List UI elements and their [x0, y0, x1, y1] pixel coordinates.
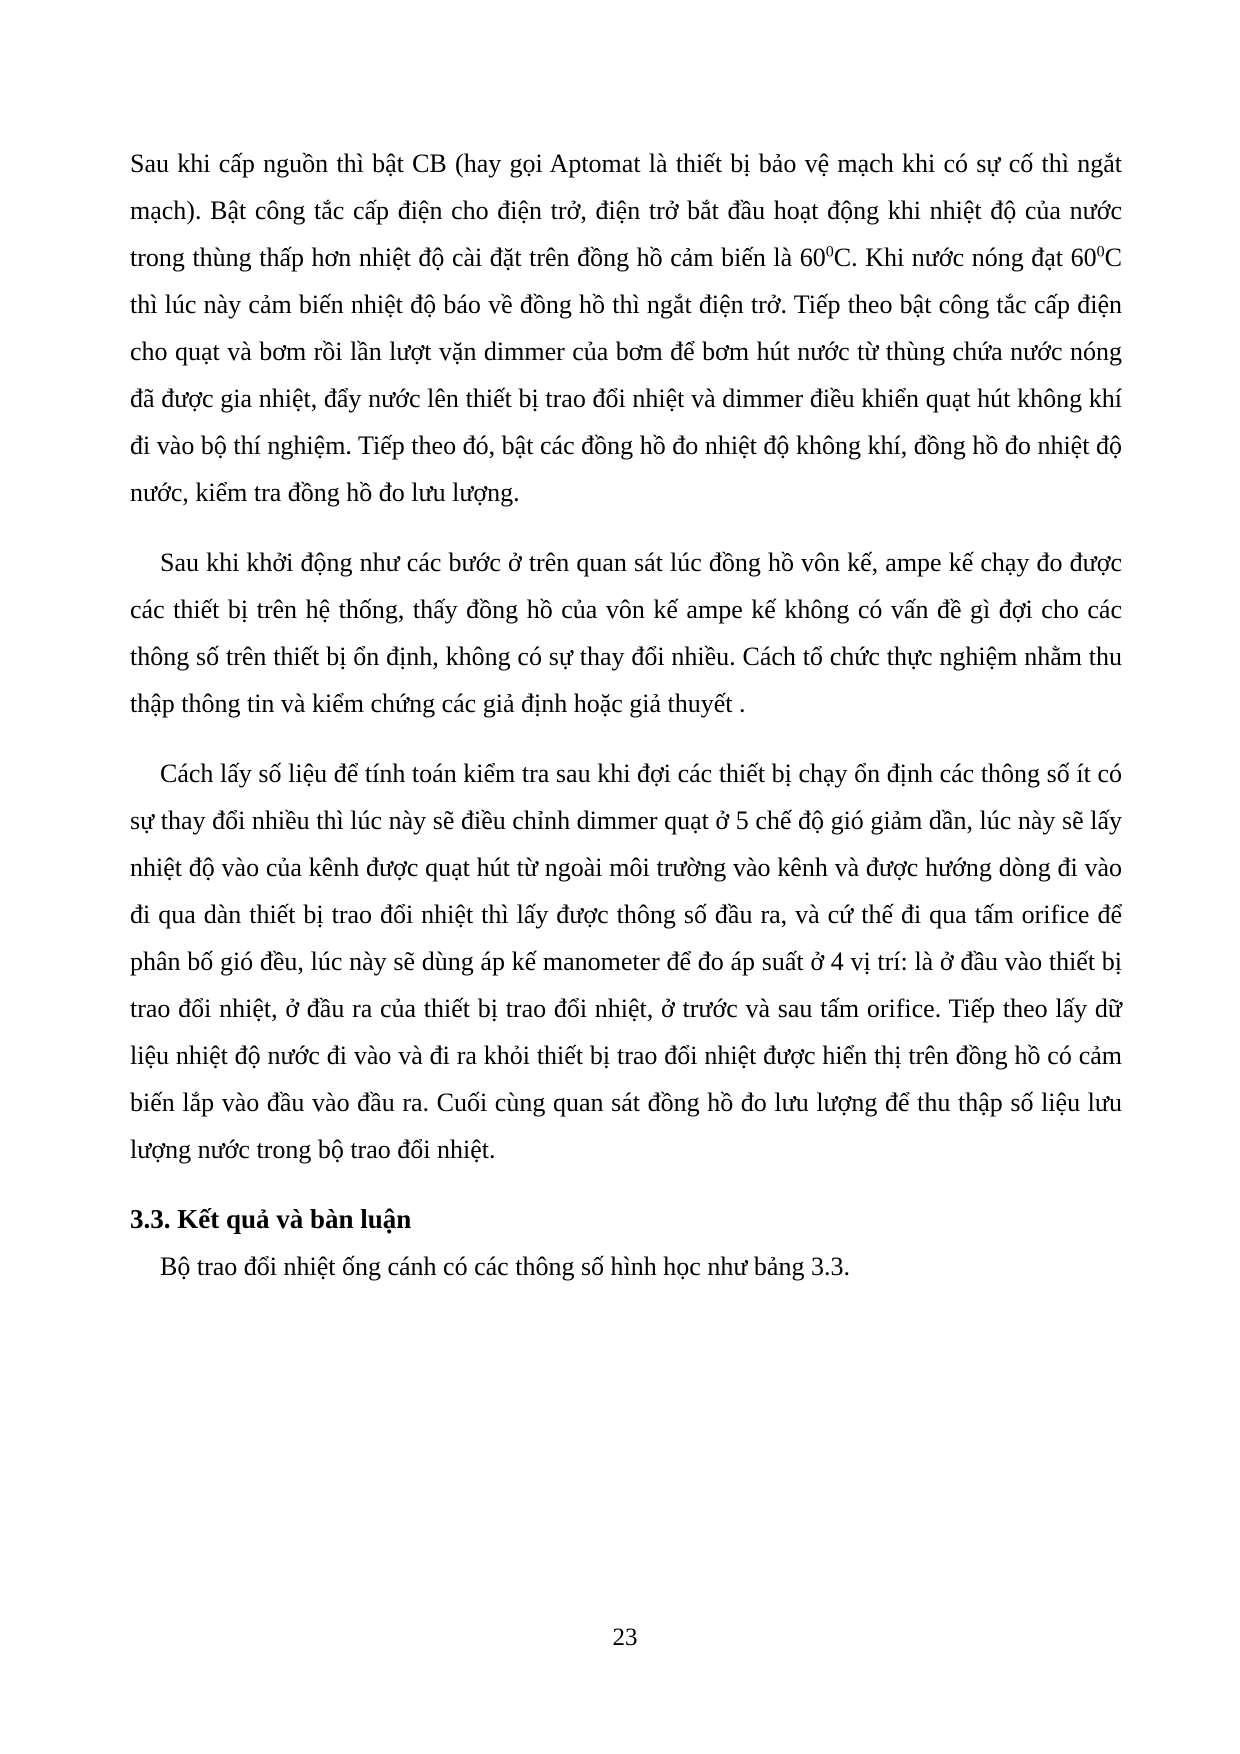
- paragraph-operation-startup: Sau khi cấp nguồn thì bật CB (hay gọi Aptomat là thiết bị bảo vệ mạch khi có sự cố thì ngắt mạch). Bật công tắc cấp điện cho điện trở, điện trở bắt đầu hoạt động khi nhiệt độ của nước trong thùng thấp hơn nhiệt độ cài đặt trên đồng hồ cảm biến là $60^0C$. Khi nước nóng đạt $60^0C$ thì lúc này cảm biến nhiệt độ báo về đồng hồ thì ngắt điện trở. Tiếp theo bật công tắc cấp điện cho quạt và bơm rồi lần lượt vặn dimmer của bơm để bơm hút nước từ thùng chứa nước nóng đã được gia nhiệt, đẩy nước lên thiết bị trao đổi nhiệt và dimmer điều khiển quạt hút không khí đi vào bộ thí nghiệm. Tiếp theo đó, bật các đồng hồ đo nhiệt độ không khí, đồng hồ đo nhiệt độ nước, kiểm tra đồng hồ đo lưu lượng.: [130, 149, 1122, 507]
- paragraph-data-collection: Cách lấy số liệu để tính toán kiểm tra sau khi đợi các thiết bị chạy ổn định các thông số ít có sự thay đổi nhiều thì lúc này sẽ điều chỉnh dimmer quạt ở 5 chế độ gió giảm dần, lúc này sẽ lấy nhiệt độ vào của kênh được quạt hút từ ngoài môi trường vào kênh và được hướng dòng đi vào đi qua dàn thiết bị trao đổi nhiệt thì lấy được thông số đầu ra, và cứ thế đi qua tấm orifice để phân bố gió đều, lúc này sẽ dùng áp kế manometer để đo áp suất ở 4 vị trí: là ở đầu vào thiết bị trao đổi nhiệt, ở đầu ra của thiết bị trao đổi nhiệt, ở trước và sau tấm orifice. Tiếp theo lấy dữ liệu nhiệt độ nước đi vào và đi ra khỏi thiết bị trao đổi nhiệt được hiển thị trên đồng hồ có cảm biến lắp vào đầu vào đầu ra. Cuối cùng quan sát đồng hồ đo lưu lượng để thu thập số liệu lưu lượng nước trong bộ trao đổi nhiệt.: [130, 759, 1122, 1164]
- paragraph-observation: Sau khi khởi động như các bước ở trên quan sát lúc đồng hồ vôn kế, ampe kế chạy đo được các thiết bị trên hệ thống, thấy đồng hồ của vôn kế ampe kế không có vấn đề gì đợi cho các thông số trên thiết bị ổn định, không có sự thay đổi nhiều. Cách tổ chức thực nghiệm nhằm thu thập thông tin và kiểm chứng các giả định hoặc giả thuyết .: [130, 548, 1122, 718]
- page-footer: [0, 1614, 1240, 1661]
- closing-line: Bộ trao đổi nhiệt ống cánh có các thông số hình học như bảng 3.3.: [160, 1252, 850, 1281]
- document-body: [130, 140, 1122, 1290]
- page-number: 23: [612, 1624, 638, 1651]
- section-heading: 3.3. Kết quả và bàn luận: [130, 1204, 412, 1234]
